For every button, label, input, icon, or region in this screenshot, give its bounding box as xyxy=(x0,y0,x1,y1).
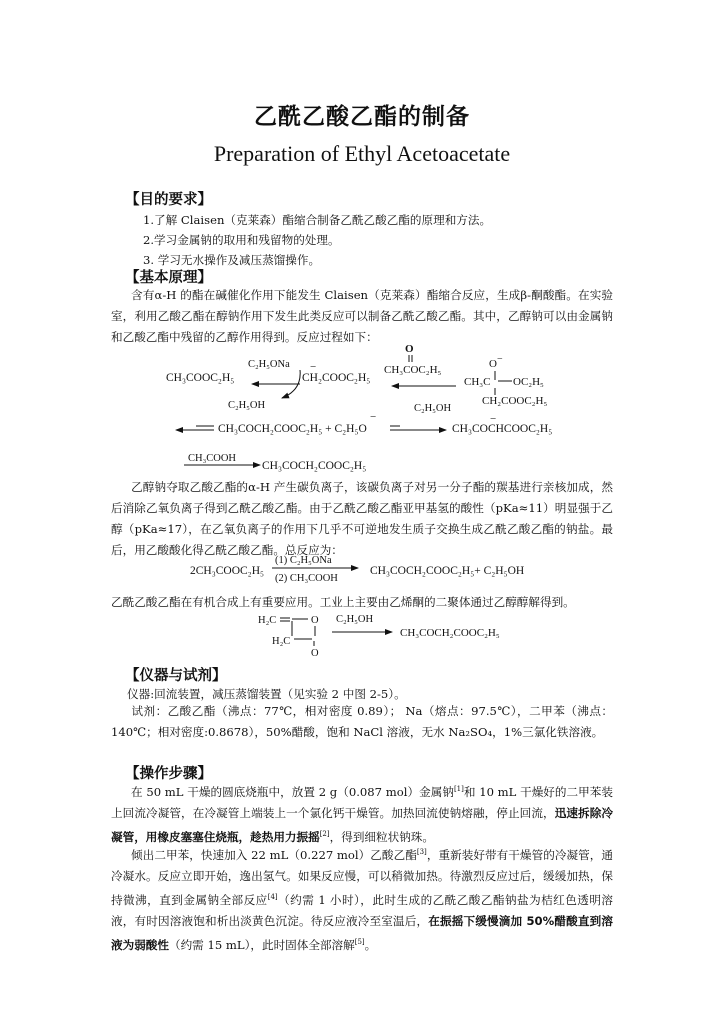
footnote-ref-1[interactable]: [1] xyxy=(453,785,464,793)
section-heading-purpose: 【目的要求】 xyxy=(125,192,212,208)
apparatus-instruments: 仪器:回流装置，减压蒸馏装置（见实验 2 中图 2-5）。 xyxy=(127,687,406,701)
overall-step2: (2) CH₃COOH xyxy=(275,573,338,584)
purpose-item-1: 1.了解 Claisen（克莱森）酯缩合制备乙酰乙酸乙酯的原理和方法。 xyxy=(143,213,492,227)
page-subtitle: Preparation of Ethyl Acetoacetate xyxy=(213,141,511,166)
eq-intermediate-o: O xyxy=(489,358,497,370)
footnote-ref-4[interactable]: [4] xyxy=(267,892,278,901)
ketene-o1: O xyxy=(311,615,319,626)
page-title: 乙酰乙酸乙酯的制备 xyxy=(254,104,470,130)
procedure-paragraph-1: 在 50 mL 干燥的圆底烧瓶中，放置 2 g（0.087 mol）金属钠[1]和 10 mL 干燥好的二甲苯装上回流冷凝管，在冷凝管上端装上一个氯化钙干燥管。加热回流使钠熔融，停止回流，迅速拆除冷凝管，用橡皮塞塞住烧瓶，趁热用力振摇[2]，得到细粒状钠珠。 xyxy=(111,784,613,844)
overall-reactant: 2CH₃COOC₂H₅ xyxy=(190,565,265,577)
eq-ethyl-acetate: CH₃COOC₂H₅ xyxy=(166,372,235,384)
footnote-ref-3[interactable]: [3] xyxy=(416,848,427,856)
emphasis-text-2: 在振摇下缓慢滴加 50%醋酸直到溶液为弱酸性 xyxy=(111,913,613,952)
purpose-item-2: 2.学习金属钠的取用和残留物的处理。 xyxy=(143,233,340,247)
emphasis-text-1: 迅速拆除冷凝管，用橡皮塞塞住烧瓶，趁热用力振摇 xyxy=(111,805,613,844)
eq-intermediate-ch3c: CH₃C xyxy=(464,376,491,388)
section-heading-principle: 【基本原理】 xyxy=(125,270,212,286)
eq-enolate: CH₃COCHCOOC₂H₅ xyxy=(452,423,553,435)
eq-ester-top: CH₃COC₂H₅ xyxy=(384,364,442,376)
eq-acetoacetate: CH₃COCH₂COOC₂H₅ + C₂H₅O xyxy=(218,423,367,435)
overall-reaction xyxy=(0,551,724,591)
eq-final-product: CH₃COCH₂COOC₂H₅ xyxy=(262,460,367,472)
ketene-h2c2: H₂C xyxy=(272,636,291,647)
footnote-ref-2[interactable]: [2] xyxy=(319,829,330,838)
ketene-product: CH₃COCH₂COOC₂H₅ xyxy=(400,627,500,639)
eq-carbonyl-o: O xyxy=(405,343,414,355)
ketene-reagent: C₂H₅OH xyxy=(336,614,374,625)
eq-ethanol-2: C₂H₅OH xyxy=(414,403,452,414)
principle-paragraph-1: 含有α-H 的酯在碱催化作用下能发生 Claisen（克莱森）酯缩合反应，生成β-酮酸酯。在实验室，利用乙酸乙酯在醇钠作用下发生此类反应可以制备乙酰乙酸乙酯。其中，乙醇钠可以由金属钠和乙酸乙酯中残留的乙醇作用得到。反应过程如下： xyxy=(111,288,613,344)
purpose-item-3: 3. 学习无水操作及减压蒸馏操作。 xyxy=(143,253,321,267)
eq-ethanol: C₂H₅OH xyxy=(228,400,266,411)
ketene-o2: O xyxy=(311,648,319,658)
overall-step1: (1) C₂H₅ONa xyxy=(275,555,332,566)
eq-carbanion-charge: − xyxy=(310,361,317,373)
eq-ethoxide-charge: − xyxy=(370,411,377,423)
eq-sodium-ethoxide: C₂H₅ONa xyxy=(248,359,290,370)
eq-intermediate-oc2h5: OC₂H₅ xyxy=(513,376,544,388)
eq-enolate-charge: − xyxy=(490,413,497,425)
apparatus-reagents: 试剂：乙酸乙酯（沸点：77℃，相对密度 0.89）； Na（熔点：97.5℃），二甲苯（沸点：140℃；相对密度:0.8678），50%醋酸，饱和 NaCl 溶液，无水 Na₂SO₄，1%三氯化铁溶液。 xyxy=(111,704,613,739)
principle-paragraph-3: 乙酰乙酸乙酯在有机合成上有重要应用。工业上主要由乙烯酮的二聚体通过乙醇醇解得到。 xyxy=(111,595,575,609)
overall-product: CH₃COCH₂COOC₂H₅+ C₂H₅OH xyxy=(370,565,525,577)
ketene-h2c: H₂C xyxy=(258,615,277,626)
eq-intermediate-ch2: CH₂COOC₂H₅ xyxy=(482,395,548,407)
eq-acetic-acid: CH₃COOH xyxy=(188,453,236,464)
eq-carbanion: CH₂COOC₂H₅ xyxy=(302,372,371,384)
procedure-paragraph-2: 倾出二甲苯，快速加入 22 mL（0.227 mol）乙酸乙酯[3]，重新装好带有干燥管的冷凝管，通冷凝水。反应立即开始，逸出氢气。如果反应慢，可以稍微加热。待激烈反应过后，缓缓加热，保持微沸，直到金属钠全部反应[4]（约需 1 小时），此时生成的乙酰乙酸乙酯钠盐为桔红色透明溶液，有时因溶液饱和析出淡黄色沉淀。待反应液冷至室温后，在振摇下缓慢滴加 50%醋酸直到溶液为弱酸性（约需 15 mL），此时固体全部溶解[5]。 xyxy=(111,847,613,952)
eq-intermediate-charge: − xyxy=(497,354,503,365)
section-heading-procedure: 【操作步骤】 xyxy=(125,766,212,782)
ketene-reaction xyxy=(0,608,724,658)
footnote-ref-5[interactable]: [5] xyxy=(354,937,365,946)
principle-paragraph-2: 乙醇钠夺取乙酸乙酯的α-H 产生碳负离子，该碳负离子对另一分子酯的羰基进行亲核加成，然后消除乙氧负离子得到乙酰乙酸乙酯。由于乙酰乙酸乙酯亚甲基氢的酸性（pKa≈11）明显强于乙醇（pKa≈17），在乙氧负离子的作用下几乎不可逆地发生质子交换生成乙酰乙酸乙酯的钠盐。最后，用乙酸酸化得乙酰乙酸乙酯。总反应为： xyxy=(111,480,613,557)
section-heading-apparatus: 【仪器与试剂】 xyxy=(125,668,227,684)
